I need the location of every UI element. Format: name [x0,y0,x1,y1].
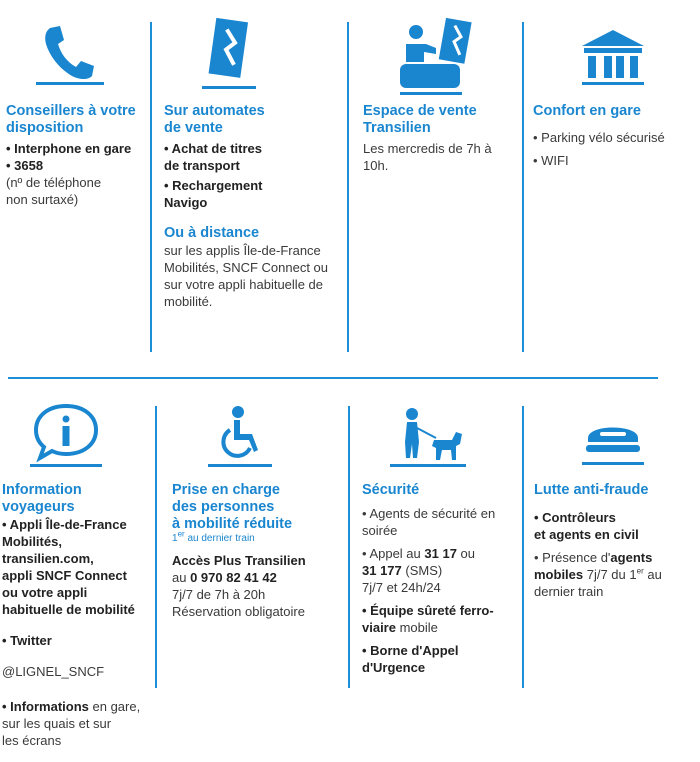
section-title: Espace de vente [363,103,477,119]
bullet: habituelle de mobilité [2,602,135,617]
traveller-info-section [2,482,154,749]
phone-icon [30,20,110,92]
text [534,566,698,583]
divider [522,406,524,688]
text: mobile [395,620,438,635]
text: soirée [362,523,398,538]
text: au [643,567,662,582]
section-title: Transilien [363,120,431,136]
text: 10h. [363,158,389,173]
text: sur votre appli habituelle de [164,277,323,292]
text: Réservation obligatoire [172,604,305,619]
bullet: transilien.com, [2,551,94,566]
text: sur les quais et sur [2,716,112,731]
bullet: appli SNCF Connect [2,568,127,583]
section-title: voyageurs [2,499,75,515]
ticket-icon [196,14,262,96]
bullet: • Achat de titres [164,141,262,156]
text [362,562,520,579]
section-divider [8,377,658,379]
text: les écrans [2,733,62,748]
text: au dernier train [184,533,255,544]
bullet: • Agents de sécurité en [362,506,496,521]
text: viaire [362,620,396,635]
bullet: Navigo [164,195,208,210]
note: non surtaxé) [6,192,79,207]
section-title: des personnes [172,499,275,515]
bullet: • WIFI [533,153,569,168]
text: Mobilités, SNCF Connect ou [164,260,329,275]
divider [155,406,157,688]
text: mobilité. [164,294,213,309]
text: 7j/7 et 24h/24 [362,580,441,595]
bullet [534,549,698,566]
comfort-section [533,103,698,169]
bullet: • Interphone en gare [6,141,132,156]
text: agents [610,550,653,565]
text: mobiles [534,567,584,582]
text: en gare, [88,699,141,714]
text: sur les applis Île-de-France [164,243,321,258]
bullet: • 3658 [6,158,44,173]
section-title: Conseillers à votre disposition [6,103,136,136]
text: dernier train [534,584,604,599]
phone-number: 0 970 82 41 42 [190,570,277,585]
phone-number: 31 17 [424,546,457,561]
text [362,619,520,636]
text: (SMS) [401,563,443,578]
bullet: • Équipe sûreté ferro- [362,603,494,618]
wheelchair-icon [204,404,276,470]
phone-line [172,569,344,586]
divider [348,406,350,688]
bullet: et agents en civil [534,527,639,542]
sales-counter-icon [396,14,484,98]
bullet: • Twitter [2,633,52,648]
anti-fraud-section [534,482,698,600]
divider [150,22,152,352]
section-title: Lutte anti-fraude [534,482,649,498]
divider [347,22,349,352]
twitter-handle: @LIGNEL_SNCF [2,664,105,679]
bullet: • Contrôleurs [534,510,616,525]
vending-machines-section [164,103,346,310]
text: • Présence d' [534,550,611,565]
ticket-validator-icon [578,414,648,470]
section-title: Sur automates [164,103,265,119]
advisors-section [6,103,148,208]
section-title: Confort en gare [533,103,641,119]
bullet: ou votre appli [2,585,88,600]
divider [522,22,524,352]
text: 1 [172,533,178,544]
text: 7j/7 de 7h à 20h [172,587,266,602]
text: er [177,529,185,539]
section-title: à mobilité réduite [172,516,293,532]
section-title: Sécurité [362,482,420,498]
sales-space-section [363,103,519,174]
note: (nº de téléphone [6,175,102,190]
security-section [362,482,520,676]
subsection-title: Ou à distance [164,225,260,241]
bullet-label: • Informations [2,699,89,714]
section-title: Information [2,482,82,498]
info-bubble-icon [26,402,106,470]
section-title: Prise en charge [172,482,280,498]
reduced-mobility-section [172,482,344,620]
bullet: Mobilités, [2,534,62,549]
bullet: • Appli Île-de-France [2,517,127,532]
service-name: Accès Plus Transilien [172,553,306,568]
bullet [2,698,154,715]
bullet: • Rechargement [164,178,263,193]
text: d'Urgence [362,660,426,675]
bullet: • Parking vélo sécurisé [533,130,665,145]
station-building-icon [578,28,648,90]
section-title: de vente [164,120,223,136]
text: au [172,570,191,585]
bullet [362,545,520,562]
text: er [636,566,644,576]
text: 7j/7 du 1 [583,567,637,582]
bullet: de transport [164,158,240,173]
text: Les mercredis de 7h à [363,141,492,156]
guard-dog-icon [386,406,470,470]
text: • Appel au [362,546,425,561]
text: ou [456,546,476,561]
sms-number: 31 177 [362,563,402,578]
bullet: • Borne d'Appel [362,643,459,658]
service-hours-note [172,529,344,545]
